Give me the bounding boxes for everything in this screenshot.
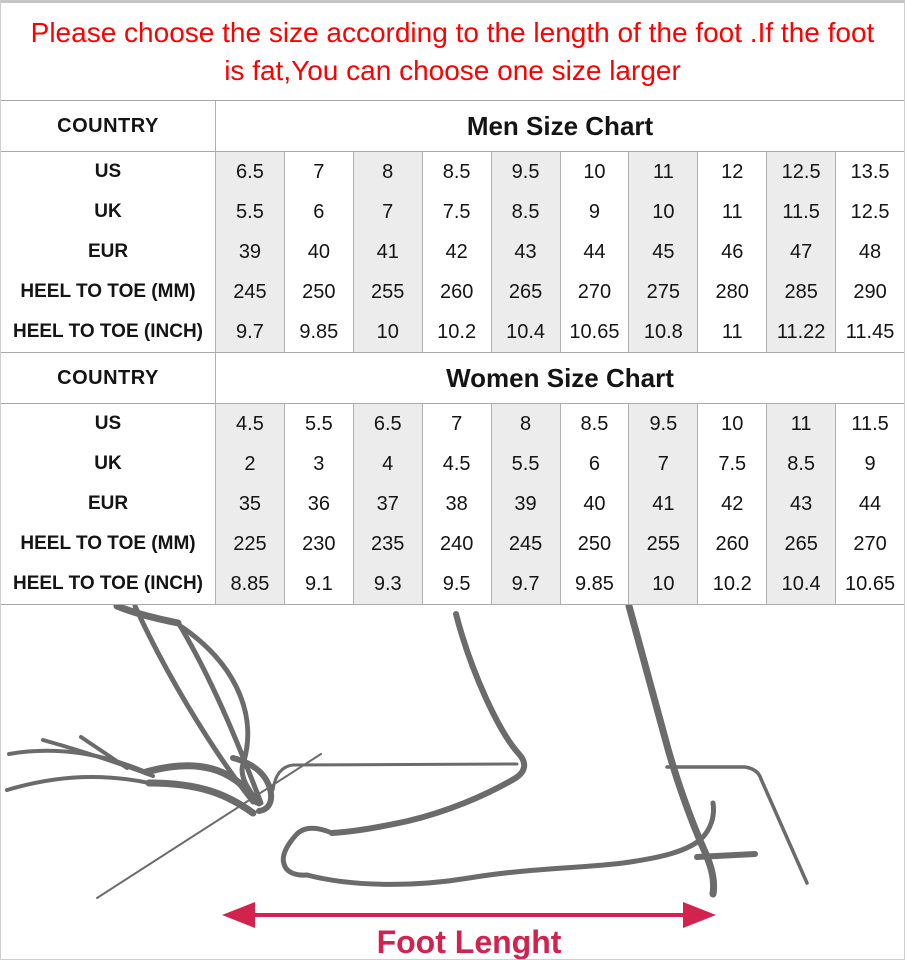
women-size-cell: 245 bbox=[491, 524, 560, 564]
women-size-cell: 35 bbox=[215, 484, 284, 524]
men-size-cell: 260 bbox=[422, 272, 491, 312]
men-size-cell: 11 bbox=[628, 152, 697, 192]
women-size-cell: 255 bbox=[628, 524, 697, 564]
arrow-head-left-icon bbox=[222, 902, 255, 928]
men-size-cell: 10.8 bbox=[628, 312, 697, 352]
men-size-cell: 46 bbox=[697, 232, 766, 272]
men-size-cell: 41 bbox=[353, 232, 422, 272]
women-size-cell: 5.5 bbox=[284, 404, 353, 444]
pencil-sketch bbox=[117, 606, 261, 804]
men-size-cell: 10.65 bbox=[560, 312, 629, 352]
men-corner-label: COUNTRY bbox=[1, 101, 215, 152]
women-size-cell: 10.4 bbox=[766, 564, 835, 604]
women-size-cell: 40 bbox=[560, 484, 629, 524]
men-size-cell: 7.5 bbox=[422, 192, 491, 232]
men-size-cell: 45 bbox=[628, 232, 697, 272]
foot-length-label: Foot Lenght bbox=[376, 924, 562, 959]
men-size-cell: 9.7 bbox=[215, 312, 284, 352]
hand-sketch bbox=[7, 737, 271, 813]
men-size-cell: 6 bbox=[284, 192, 353, 232]
men-size-cell: 275 bbox=[628, 272, 697, 312]
men-size-cell: 8.5 bbox=[491, 192, 560, 232]
men-size-cell: 9 bbox=[560, 192, 629, 232]
men-size-cell: 9.5 bbox=[491, 152, 560, 192]
women-size-cell: 4.5 bbox=[215, 404, 284, 444]
women-size-cell: 11 bbox=[766, 404, 835, 444]
men-size-cell: 10.2 bbox=[422, 312, 491, 352]
foot-measure-diagram bbox=[1, 605, 904, 959]
women-size-cell: 225 bbox=[215, 524, 284, 564]
women-size-cell: 8.85 bbox=[215, 564, 284, 604]
women-size-cell: 9.7 bbox=[491, 564, 560, 604]
women-size-cell: 9.5 bbox=[628, 404, 697, 444]
men-size-cell: 47 bbox=[766, 232, 835, 272]
women-size-cell: 9.85 bbox=[560, 564, 629, 604]
women-size-cell: 270 bbox=[835, 524, 904, 564]
men-row-label: UK bbox=[94, 201, 122, 222]
men-size-cell: 12.5 bbox=[766, 152, 835, 192]
men-size-cell: 13.5 bbox=[835, 152, 904, 192]
men-row-label: HEEL TO TOE (MM) bbox=[20, 281, 196, 302]
men-size-cell: 40 bbox=[284, 232, 353, 272]
women-size-cell: 3 bbox=[284, 444, 353, 484]
women-size-cell: 260 bbox=[697, 524, 766, 564]
men-size-cell: 285 bbox=[766, 272, 835, 312]
men-size-cell: 44 bbox=[560, 232, 629, 272]
men-size-cell: 290 bbox=[835, 272, 904, 312]
men-size-cell: 8.5 bbox=[422, 152, 491, 192]
women-size-cell: 8 bbox=[491, 404, 560, 444]
women-size-cell: 11.5 bbox=[835, 404, 904, 444]
women-size-cell: 4.5 bbox=[422, 444, 491, 484]
men-size-cell: 39 bbox=[215, 232, 284, 272]
women-size-cell: 8.5 bbox=[766, 444, 835, 484]
women-size-cell: 38 bbox=[422, 484, 491, 524]
women-size-cell: 7 bbox=[628, 444, 697, 484]
women-size-cell: 5.5 bbox=[491, 444, 560, 484]
men-table-title: Men Size Chart bbox=[215, 101, 904, 152]
women-size-cell: 41 bbox=[628, 484, 697, 524]
foot-outline-sketch bbox=[283, 606, 755, 894]
foot-measure-illustration bbox=[1, 605, 904, 959]
women-size-cell: 42 bbox=[697, 484, 766, 524]
women-size-cell: 235 bbox=[353, 524, 422, 564]
men-size-cell: 42 bbox=[422, 232, 491, 272]
men-size-cell: 9.85 bbox=[284, 312, 353, 352]
men-size-cell: 11.45 bbox=[835, 312, 904, 352]
size-warning-note bbox=[1, 3, 904, 100]
women-size-cell: 10 bbox=[697, 404, 766, 444]
women-size-cell: 8.5 bbox=[560, 404, 629, 444]
warning-line-2: is fat,You can choose one size larger bbox=[224, 54, 681, 86]
men-row-label: EUR bbox=[87, 241, 129, 262]
men-size-cell: 11.22 bbox=[766, 312, 835, 352]
women-size-cell: 44 bbox=[835, 484, 904, 524]
men-size-cell: 6.5 bbox=[215, 152, 284, 192]
women-size-cell: 43 bbox=[766, 484, 835, 524]
men-size-cell: 10.4 bbox=[491, 312, 560, 352]
men-size-cell: 255 bbox=[353, 272, 422, 312]
women-size-cell: 4 bbox=[353, 444, 422, 484]
women-size-cell: 10.65 bbox=[835, 564, 904, 604]
floor-line-sketch bbox=[97, 754, 321, 898]
arrow-head-right-icon bbox=[683, 902, 716, 928]
men-size-cell: 5.5 bbox=[215, 192, 284, 232]
women-size-cell: 39 bbox=[491, 484, 560, 524]
men-size-cell: 7 bbox=[353, 192, 422, 232]
women-size-cell: 9.5 bbox=[422, 564, 491, 604]
women-size-table bbox=[1, 352, 904, 605]
women-size-cell: 7.5 bbox=[697, 444, 766, 484]
men-size-cell: 10 bbox=[353, 312, 422, 352]
women-size-cell: 7 bbox=[422, 404, 491, 444]
women-size-cell: 9.1 bbox=[284, 564, 353, 604]
men-size-cell: 8 bbox=[353, 152, 422, 192]
women-size-cell: 10.2 bbox=[697, 564, 766, 604]
women-size-cell: 9.3 bbox=[353, 564, 422, 604]
warning-line-1: Please choose the size according to the length of the foot .If the foot bbox=[30, 16, 875, 48]
women-row-label: HEEL TO TOE (INCH) bbox=[12, 573, 204, 594]
men-size-table bbox=[1, 100, 904, 352]
men-size-cell: 10 bbox=[628, 192, 697, 232]
women-size-cell: 265 bbox=[766, 524, 835, 564]
women-size-cell: 37 bbox=[353, 484, 422, 524]
men-size-cell: 12.5 bbox=[835, 192, 904, 232]
women-row-label: US bbox=[94, 413, 122, 434]
men-size-cell: 280 bbox=[697, 272, 766, 312]
men-size-cell: 265 bbox=[491, 272, 560, 312]
women-row-label: UK bbox=[94, 453, 122, 474]
men-size-cell: 11 bbox=[697, 192, 766, 232]
toe-guide-line-sketch bbox=[273, 764, 517, 790]
women-size-cell: 230 bbox=[284, 524, 353, 564]
women-size-cell: 240 bbox=[422, 524, 491, 564]
men-size-cell: 250 bbox=[284, 272, 353, 312]
men-size-cell: 43 bbox=[491, 232, 560, 272]
women-row-label: EUR bbox=[87, 493, 129, 514]
men-size-cell: 48 bbox=[835, 232, 904, 272]
men-size-cell: 11 bbox=[697, 312, 766, 352]
men-size-cell: 245 bbox=[215, 272, 284, 312]
women-size-cell: 36 bbox=[284, 484, 353, 524]
women-size-cell: 6 bbox=[560, 444, 629, 484]
women-size-cell: 2 bbox=[215, 444, 284, 484]
women-size-cell: 10 bbox=[628, 564, 697, 604]
heel-wall-sketch bbox=[667, 767, 807, 883]
women-table-title: Women Size Chart bbox=[215, 353, 904, 404]
men-size-cell: 270 bbox=[560, 272, 629, 312]
women-size-cell: 250 bbox=[560, 524, 629, 564]
women-corner-label: COUNTRY bbox=[1, 353, 215, 404]
women-row-label: HEEL TO TOE (MM) bbox=[20, 533, 196, 554]
men-size-cell: 10 bbox=[560, 152, 629, 192]
women-size-cell: 6.5 bbox=[353, 404, 422, 444]
women-size-cell: 9 bbox=[835, 444, 904, 484]
men-row-label: US bbox=[94, 161, 122, 182]
men-size-cell: 7 bbox=[284, 152, 353, 192]
men-row-label: HEEL TO TOE (INCH) bbox=[12, 321, 204, 342]
men-size-cell: 11.5 bbox=[766, 192, 835, 232]
men-size-cell: 12 bbox=[697, 152, 766, 192]
